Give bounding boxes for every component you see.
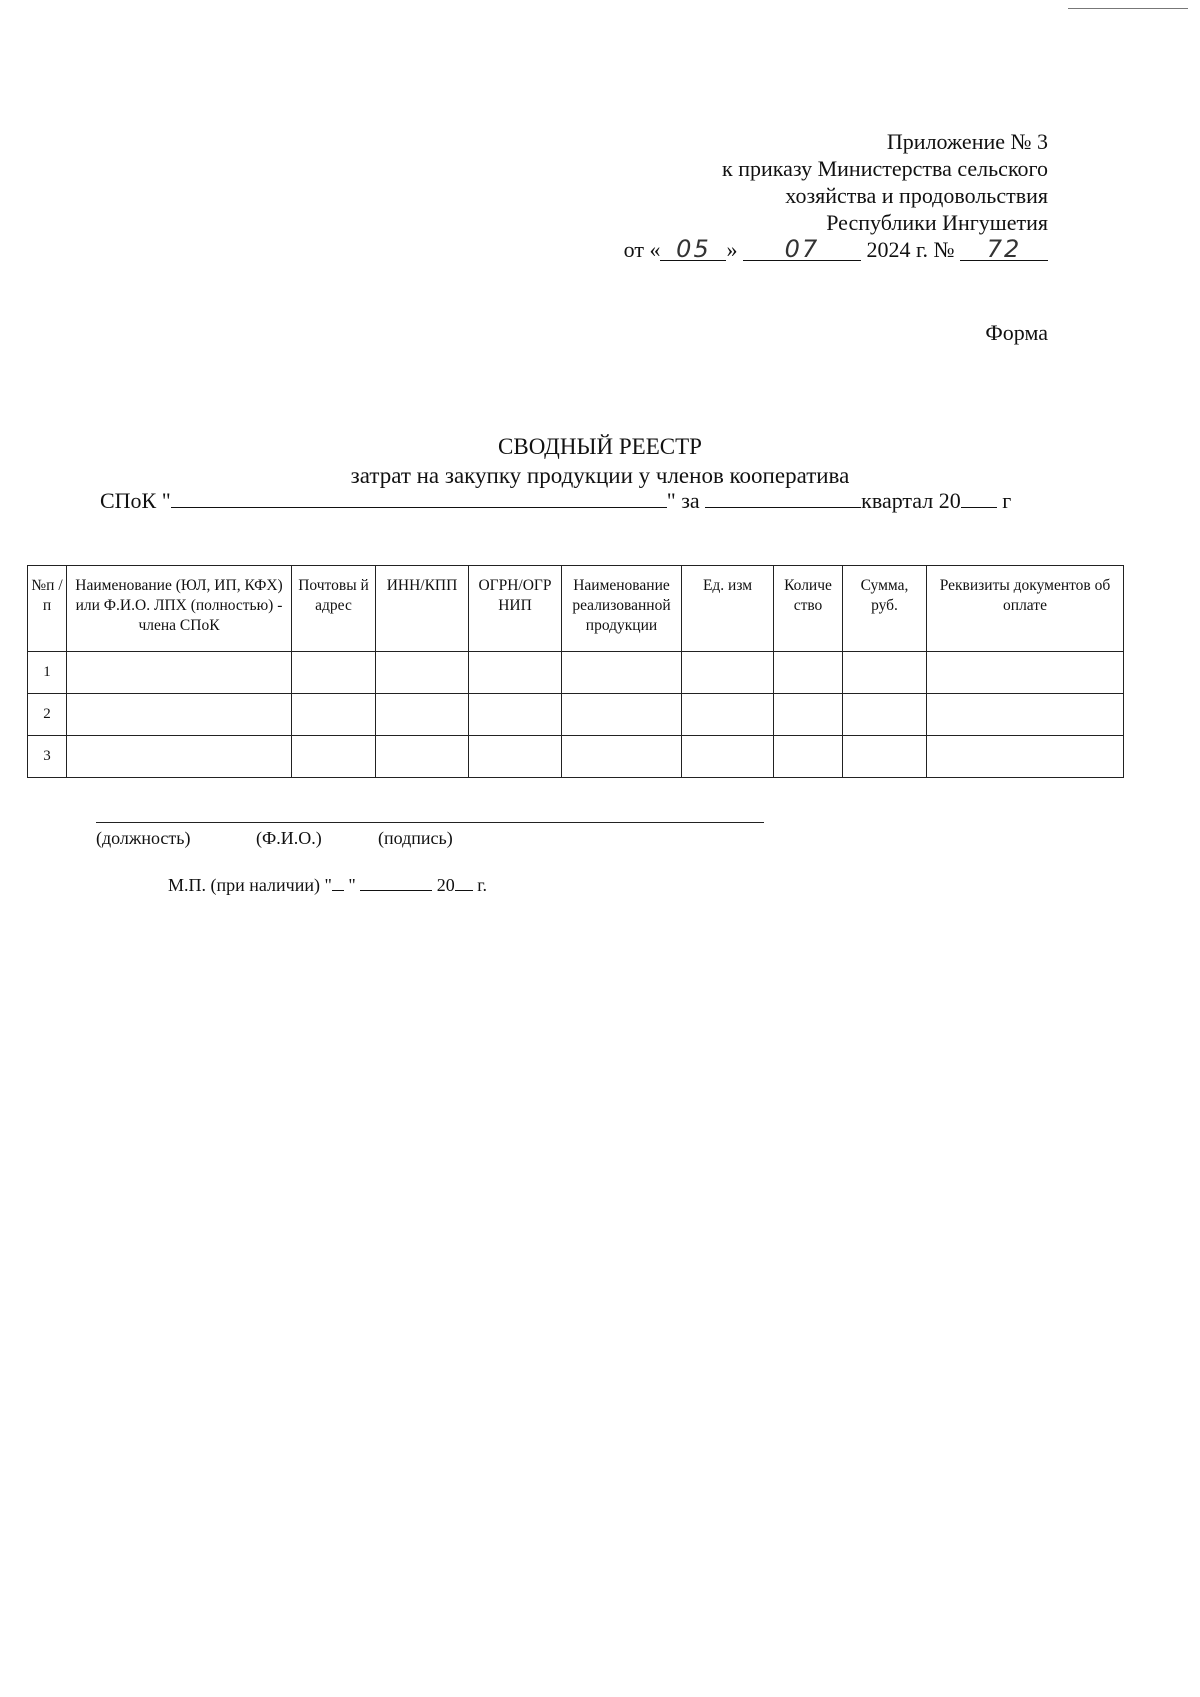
table-cell xyxy=(376,652,469,694)
table-cell xyxy=(682,736,774,778)
table-cell xyxy=(927,694,1124,736)
order-date-line xyxy=(624,236,1048,263)
table-cell xyxy=(292,652,376,694)
row-number: 2 xyxy=(28,694,67,736)
document-title xyxy=(0,432,1200,490)
spok-line xyxy=(100,487,1011,514)
table-cell xyxy=(376,694,469,736)
table-cell xyxy=(682,652,774,694)
table-cell xyxy=(376,736,469,778)
title-main: СВОДНЫЙ РЕЕСТР xyxy=(498,434,702,459)
spok-suffix: г xyxy=(1002,488,1012,513)
table-cell xyxy=(67,694,292,736)
table-row xyxy=(28,736,1124,778)
appendix-order-ref: к приказу Министерства сельского xyxy=(722,156,1048,181)
spok-mid: " за xyxy=(666,488,700,513)
table-cell xyxy=(67,736,292,778)
date-day-field: 05 xyxy=(660,238,726,261)
table-cell xyxy=(927,652,1124,694)
stamp-prefix: М.П. (при наличии) " xyxy=(168,875,332,895)
col-header-quantity: Количе ство xyxy=(774,566,843,652)
col-header-ogrn: ОГРН/ОГР НИП xyxy=(469,566,562,652)
stamp-mid: " xyxy=(348,875,356,895)
table-cell xyxy=(843,736,927,778)
order-number-field: 72 xyxy=(960,238,1048,261)
date-mid: » xyxy=(726,237,738,262)
table-cell xyxy=(562,736,682,778)
stamp-date-line xyxy=(168,874,487,896)
title-sub: затрат на закупку продукции у членов кооператива xyxy=(350,463,850,488)
form-label: Форма xyxy=(985,320,1048,345)
table-cell xyxy=(292,736,376,778)
table-cell xyxy=(774,652,843,694)
stamp-suffix: г. xyxy=(477,875,488,895)
col-header-unit: Ед. изм xyxy=(682,566,774,652)
appendix-number: Приложение № 3 xyxy=(886,129,1048,154)
table-cell xyxy=(469,736,562,778)
table-cell xyxy=(469,652,562,694)
stamp-year: 20 xyxy=(436,875,455,895)
signature-sign-label: (подпись) xyxy=(378,828,453,848)
spok-prefix: СПоК " xyxy=(100,488,171,513)
col-header-payment-docs: Реквизиты документов об оплате xyxy=(927,566,1124,652)
table-cell xyxy=(67,652,292,694)
quarter-field xyxy=(705,487,861,508)
col-header-product: Наименование реализованной продукции xyxy=(562,566,682,652)
top-border-line xyxy=(1068,8,1188,9)
table-cell xyxy=(843,694,927,736)
quarter-label: квартал 20 xyxy=(861,488,961,513)
table-cell xyxy=(774,736,843,778)
stamp-month-field xyxy=(360,874,432,891)
col-header-address: Почтовы й адрес xyxy=(292,566,376,652)
table-cell xyxy=(774,694,843,736)
table-cell xyxy=(927,736,1124,778)
col-header-number: №п /п xyxy=(28,566,67,652)
table-cell xyxy=(682,694,774,736)
table-cell xyxy=(562,694,682,736)
col-header-sum: Сумма, руб. xyxy=(843,566,927,652)
date-prefix: от « xyxy=(623,237,661,262)
stamp-day-field xyxy=(332,874,344,891)
table-row xyxy=(28,652,1124,694)
stamp-year-field xyxy=(455,874,473,891)
registry-table xyxy=(27,565,1124,778)
signature-line xyxy=(96,822,764,823)
table-cell xyxy=(843,652,927,694)
spok-name-field xyxy=(171,487,667,508)
date-year: 2024 г. № xyxy=(866,237,955,262)
signature-fio-label: (Ф.И.О.) xyxy=(256,828,322,848)
table-row xyxy=(28,694,1124,736)
table-cell xyxy=(292,694,376,736)
table-header-row xyxy=(28,566,1124,652)
appendix-header xyxy=(624,128,1048,263)
table-cell xyxy=(469,694,562,736)
col-header-name: Наименование (ЮЛ, ИП, КФХ) или Ф.И.О. ЛПХ (полностью) - члена СПоК xyxy=(67,566,292,652)
appendix-ministry: хозяйства и продовольствия xyxy=(785,183,1048,208)
col-header-inn: ИНН/КПП xyxy=(376,566,469,652)
appendix-republic: Республики Ингушетия xyxy=(826,210,1048,235)
date-month-field: 07 xyxy=(743,238,861,261)
row-number: 3 xyxy=(28,736,67,778)
year-field xyxy=(961,487,997,508)
row-number: 1 xyxy=(28,652,67,694)
table-cell xyxy=(562,652,682,694)
signature-position-label: (должность) xyxy=(96,828,191,848)
